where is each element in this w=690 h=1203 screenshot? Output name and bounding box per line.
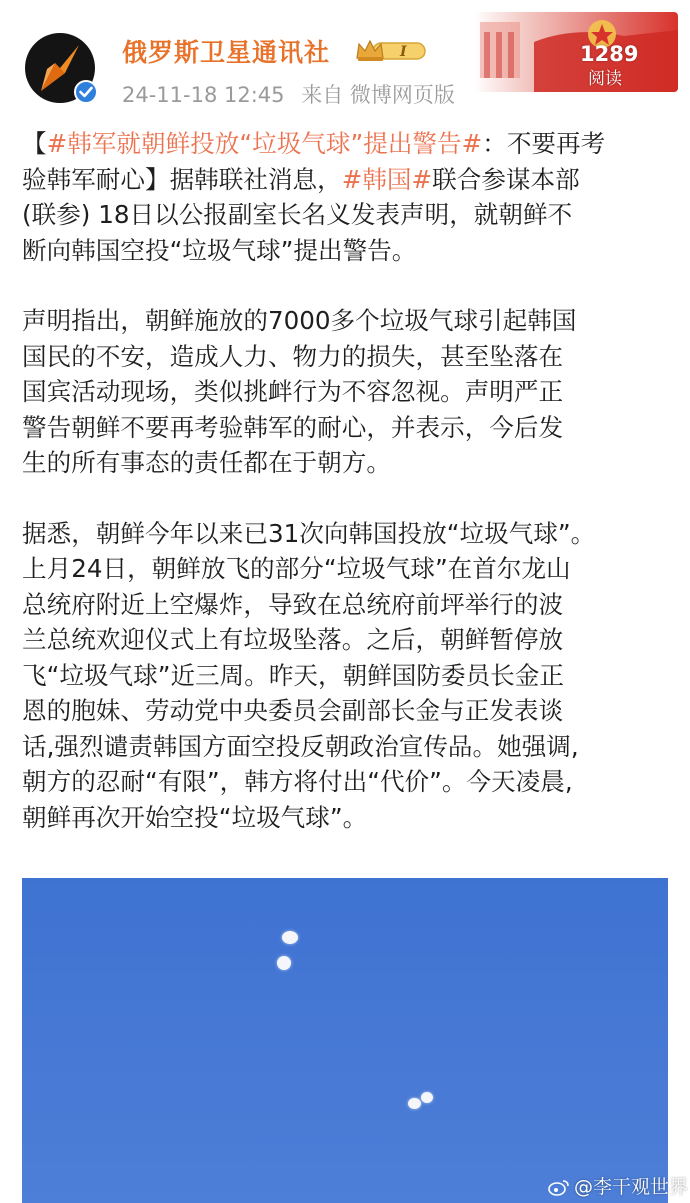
text-line: 国宾活动现场，类似挑衅行为不容忽视。声明严正 (22, 377, 564, 406)
paragraph-1 (22, 126, 672, 268)
image-watermark (548, 1172, 688, 1199)
text-line: 恩的胞妹、劳动党中央委员会副部长金与正发表谈 (22, 696, 564, 725)
text-line: 警告朝鲜不要再考验韩军的耐心，并表示，今后发 (22, 412, 564, 442)
text-line: 断向韩国空投“垃圾气球”提出警告。 (22, 235, 417, 265)
text-line: 朝鲜再次开始空投“垃圾气球”。 (22, 802, 368, 832)
text-line: 生的所有事态的责任都在于朝方。 (22, 448, 391, 477)
hashtag-link[interactable]: #韩国# (341, 164, 433, 194)
vip-level: I (400, 44, 407, 60)
text-line: (联参) 18日以公报副室长名义发表声明，就朝鲜不 (22, 200, 573, 229)
weibo-logo-icon (548, 1178, 570, 1196)
paragraph-2 (22, 303, 672, 481)
text-line: 飞“垃圾气球”近三周。昨天，朝鲜国防委员长金正 (22, 660, 564, 690)
header-banner (474, 12, 678, 92)
text-line: 上月24日，朝鲜放飞的部分“垃圾气球”在首尔龙山 (22, 554, 571, 583)
post-timestamp: 24-11-18 12:45 (122, 83, 285, 107)
paragraph-3 (22, 516, 672, 836)
read-label: 阅读 (588, 69, 622, 89)
text-line: 国民的不安，造成人力、物力的损失，甚至坠落在 (22, 341, 564, 371)
text-line: 声明指出，朝鲜施放的7000多个垃圾气球引起韩国 (22, 306, 577, 335)
post-content (22, 126, 672, 870)
text-line: 话,强烈谴责韩国方面空投反朝政治宣传品。她强调, (22, 731, 579, 761)
balloon (408, 1098, 421, 1109)
text-line: 朝方的忍耐“有限”，韩方将付出“代价”。今天凌晨, (22, 767, 573, 796)
verified-check-icon (74, 80, 98, 104)
watermark-text: @李干观世界 (574, 1176, 689, 1198)
balloon (277, 956, 291, 970)
text: ：不要再考 (482, 129, 606, 158)
text-line: 据悉，朝鲜今年以来已31次向韩国投放“垃圾气球”。 (22, 518, 596, 548)
author-name[interactable]: 俄罗斯卫星通讯社 (122, 38, 331, 67)
post-source[interactable]: 来自 微博网页版 (301, 83, 455, 107)
text: 【 (22, 129, 47, 158)
vip-crown-badge-icon[interactable] (355, 36, 427, 64)
text: 验韩军耐心】据韩联社消息， (22, 164, 342, 194)
balloon (282, 931, 298, 944)
balloon (421, 1092, 433, 1103)
hashtag-link[interactable]: #韩军就朝鲜投放“垃圾气球”提出警告# (46, 129, 483, 158)
read-count: 1289 (580, 42, 639, 66)
text-line: 总统府附近上空爆炸，导致在总统府前坪举行的波 (22, 589, 564, 619)
post-image[interactable] (22, 878, 668, 1203)
post-header (0, 0, 690, 120)
text-line: 兰总统欢迎仪式上有垃圾坠落。之后，朝鲜暂停放 (22, 625, 564, 654)
post-meta (122, 79, 465, 109)
text: 联合参谋本部 (432, 164, 580, 194)
